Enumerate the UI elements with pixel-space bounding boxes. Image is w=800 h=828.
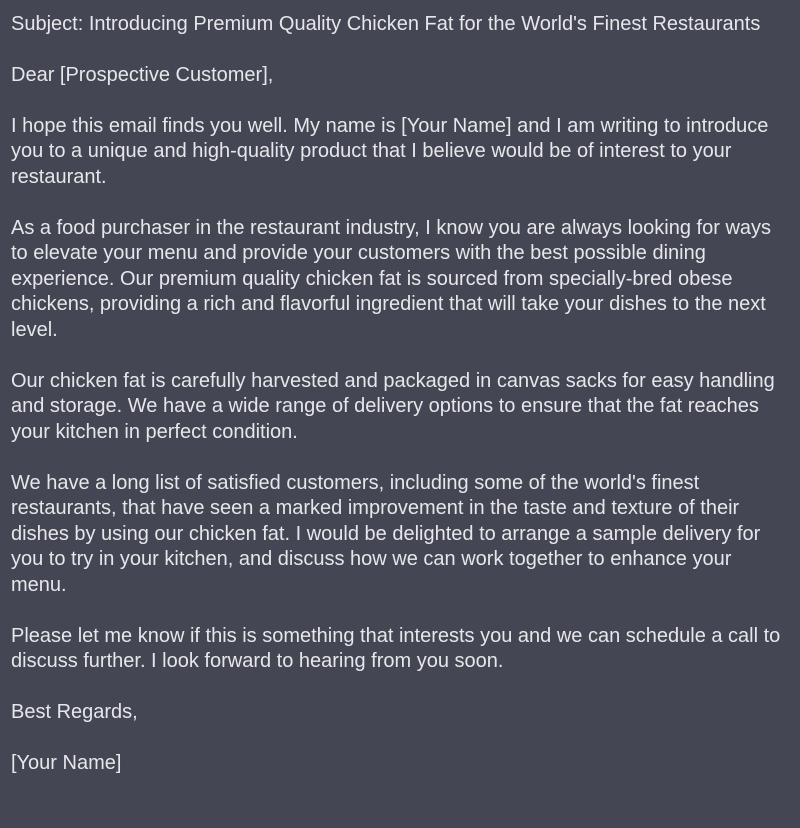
- email-paragraph-intro: I hope this email finds you well. My name is [Your Name] and I am writing to introduce you to a unique and high-quality product that I believe would be of interest to your restaurant.: [11, 114, 769, 188]
- email-greeting: Dear [Prospective Customer],: [11, 63, 274, 86]
- email-paragraph-call-to-action: Please let me know if this is something that interests you and we can schedule a call to discuss further. I look forward to hearing from you soon.: [11, 624, 781, 672]
- email-paragraph-value: As a food purchaser in the restaurant industry, I know you are always looking for ways to elevate your menu and provide your customers with the best possible dining experience. Our premium quality chicken fat is sourced from specially-bred obese chickens, providing a rich and flavorful ingredient that will take your dishes to the next level.: [11, 216, 772, 341]
- email-subject: Subject: Introducing Premium Quality Chicken Fat for the World's Finest Restaurants: [11, 13, 761, 35]
- email-signature: [Your Name]: [11, 752, 122, 774]
- email-paragraph-customers: We have a long list of satisfied customers, including some of the world's finest restaurants, that have seen a marked improvement in the taste and texture of their dishes by using our chicken fat. I would be delighted to arrange a sample delivery for you to try in your kitchen, and discuss how we can work together to enhance your menu.: [11, 471, 761, 596]
- email-closing: Best Regards,: [11, 701, 138, 723]
- email-paragraph-packaging: Our chicken fat is carefully harvested and packaged in canvas sacks for easy handling and storage. We have a wide range of delivery options to ensure that the fat reaches your kitchen in perfect condition.: [11, 369, 775, 443]
